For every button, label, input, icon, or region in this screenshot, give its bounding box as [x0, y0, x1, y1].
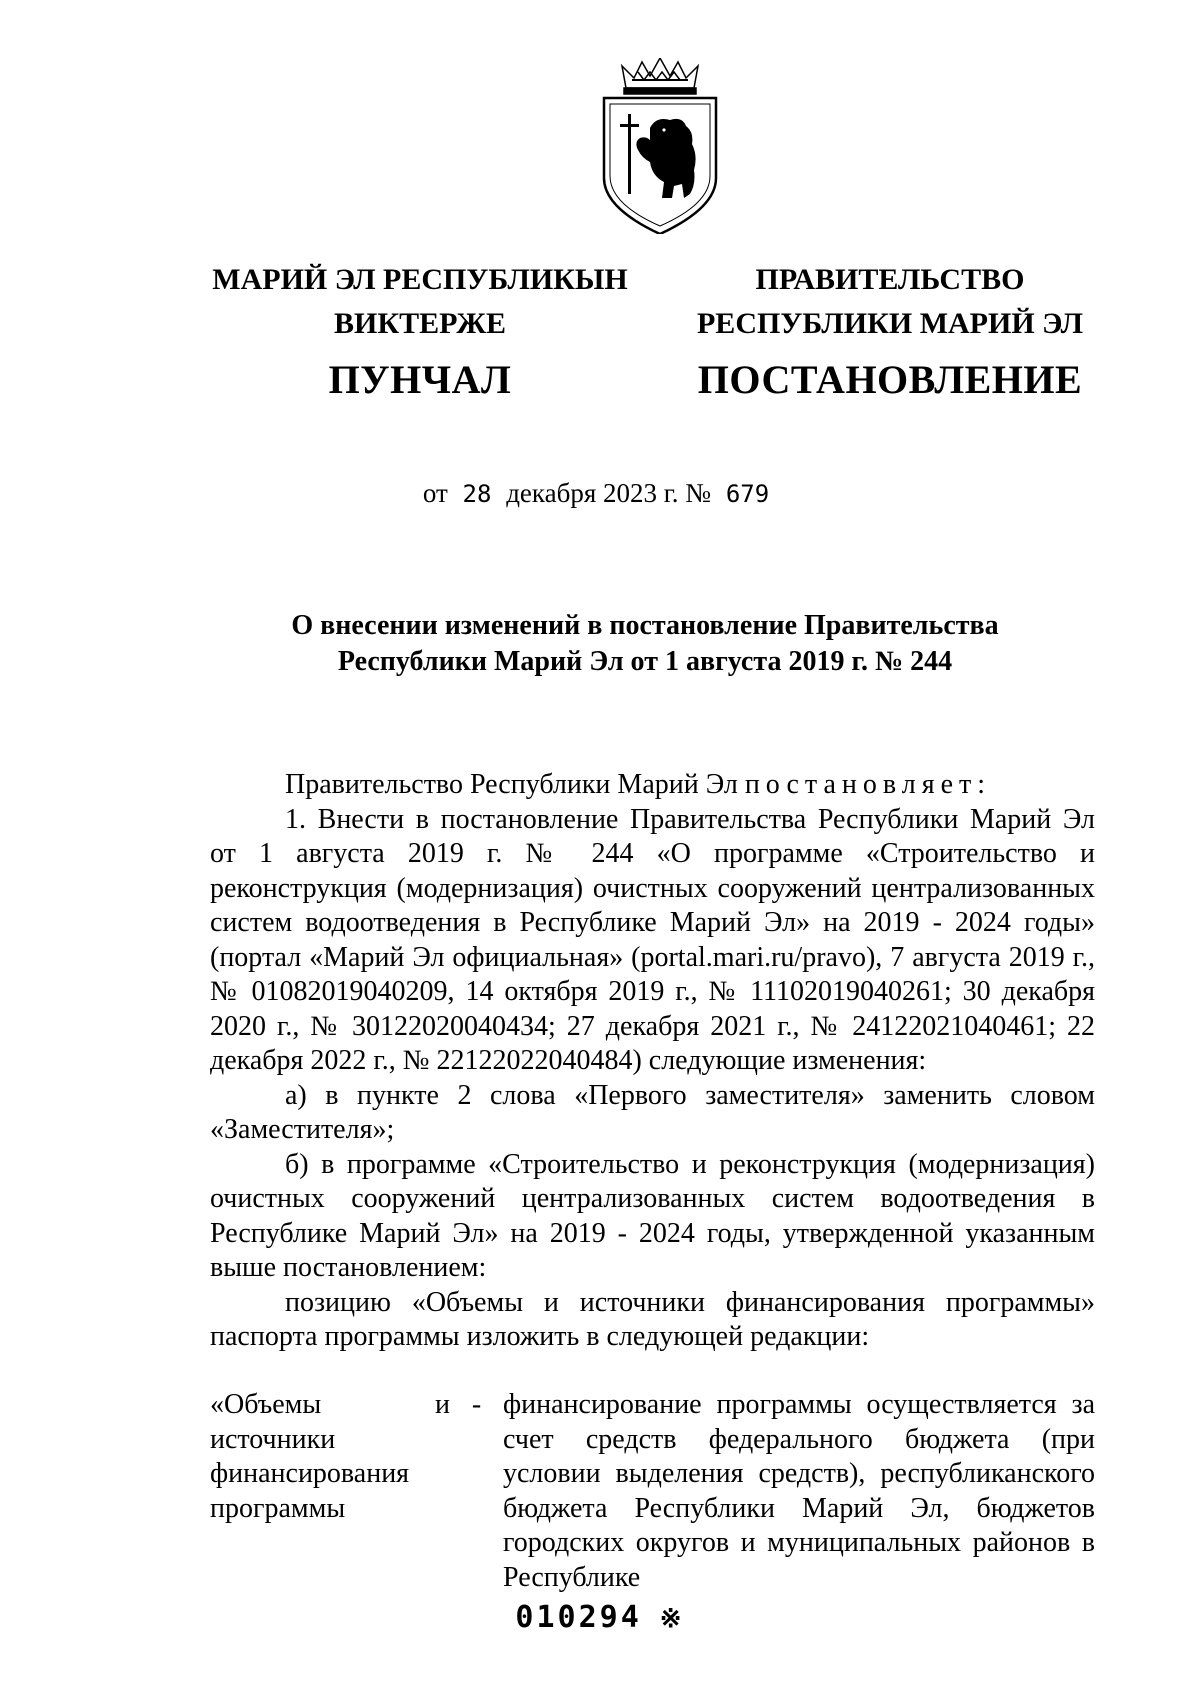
- subject-line2: Республики Марий Эл от 1 августа 2019 г. № 244: [337, 646, 953, 678]
- header-right: [690, 258, 1090, 409]
- coat-of-arms-icon: [598, 58, 722, 234]
- header-left-line1: МАРИЙ ЭЛ РЕСПУБЛИКЫН: [212, 263, 628, 296]
- subject-line1: О внесении изменений в постановление Правительства: [291, 610, 999, 641]
- date-month-year: декабря 2023 г. №: [506, 478, 712, 508]
- date-prefix: от: [422, 478, 448, 508]
- body-paragraph: б) в программе «Строительство и реконструкция (модернизация) очистных сооружений централизованных систем водоотведения в Республике Марий Эл» на 2019 - 2024 годы, утвержденной указанным выше постановлением:: [210, 1148, 1095, 1283]
- passport-text: финансирование программы осуществляется за счет средств федерального бюджета (при условии выделения средств), республиканского бюджета Республики Марий Эл, бюджетов городских округов и муниципальных районов в Республике: [503, 1389, 1095, 1593]
- header-left-line2: ВИКТЕРЖЕ: [333, 306, 507, 340]
- header-right-line1: ПРАВИТЕЛЬСТВО: [755, 263, 1025, 296]
- document-subject: [250, 608, 1040, 681]
- body-paragraph: а) в пункте 2 слова «Первого заместителя» заменить словом «Заместителя»;: [210, 1079, 1095, 1145]
- decree-intro: Правительство Республики Марий Эл: [285, 769, 738, 800]
- header-left: [195, 258, 645, 409]
- body-paragraph: [210, 768, 1095, 803]
- header-right-line2: РЕСПУБЛИКИ МАРИЙ ЭЛ: [696, 306, 1083, 340]
- passport-label: «Объемы и источники финансирования программы: [210, 1389, 450, 1524]
- form-serial: [0, 1600, 1200, 1635]
- header-right-title: ПОСТАНОВЛЕНИЕ: [697, 357, 1083, 402]
- document-body: [210, 768, 1095, 1355]
- decree-verb: постановляет:: [744, 769, 992, 800]
- serial-number: 010294: [515, 1600, 642, 1635]
- passport-table: [210, 1388, 1095, 1595]
- document-date: [0, 478, 1200, 509]
- body-paragraph: позицию «Объемы и источники финансирования программы» паспорта программы изложить в следующей редакции:: [210, 1286, 1095, 1352]
- document-number: 679: [725, 480, 770, 508]
- header-left-title: ПУНЧАЛ: [328, 357, 512, 402]
- stamp-mark-icon: ※: [659, 1604, 685, 1634]
- body-paragraph: 1. Внести в постановление Правительства Республики Марий Эл от 1 августа 2019 г. № 244 «О программе «Строительство и реконструкция (модернизация) очистных сооружений централизованных систем водоотведения в Республике Марий Эл» на 2019 - 2024 годы» (портал «Марий Эл официальная» (portal.mari.ru/pravo), 7 августа 2019 г., № 01082019040209, 14 октября 2019 г., № 11102019040261; 30 декабря 2020 г., № 30122020040434; 27 декабря 2021 г., № 24122021040461; 22 декабря 2022 г., № 22122022040484) следующие изменения:: [210, 803, 1095, 1076]
- passport-dash: -: [471, 1389, 482, 1420]
- date-day: 28: [462, 480, 492, 508]
